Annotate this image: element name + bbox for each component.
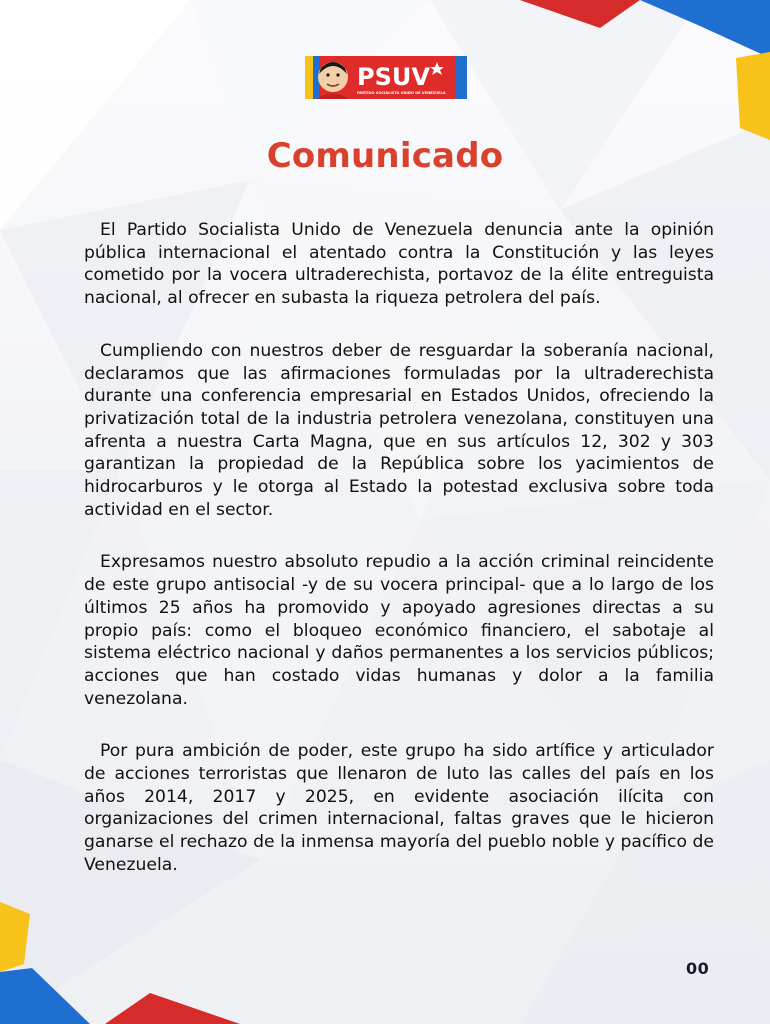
communique-body xyxy=(84,219,714,907)
paragraph: Expresamos nuestro absoluto repudio a la acción criminal reincidente de este grupo antisocial -y de su vocera principal- que a lo largo de los últimos 25 años ha promovido y apoyado agresiones directas a su propio país: como el bloqueo económico financiero, el sabotaje al sistema eléctrico nacional y daños permanentes a los servicios públicos; acciones que han costado vidas humanas y dolor a la familia venezolana. xyxy=(84,552,714,709)
logo-tagline: PARTIDO SOCIALISTA UNIDO DE VENEZUELA xyxy=(357,91,446,95)
page-title: Comunicado xyxy=(266,136,504,176)
paragraph: Cumpliendo con nuestros deber de resguardar la soberanía nacional, declaramos que las afirmaciones formuladas por la ultraderechista durante una conferencia empresarial en Estados Unidos, ofreciendo la privatización total de la industria petrolera venezolana, constituyen una afrenta a nuestra Carta Magna, que en sus artículos 12, 302 y 303 garantizan la propiedad de la República sobre los yacimientos de hidrocarburos y le otorga al Estado la potestad exclusiva sobre toda actividad en el sector. xyxy=(84,340,714,520)
psuv-logo xyxy=(305,56,467,99)
corner-yellow-stripe xyxy=(736,52,770,140)
logo-brand: PSUV xyxy=(357,63,430,91)
paragraph: Por pura ambición de poder, este grupo ha sido artífice y articulador de acciones terroristas que llenaron de luto las calles del país en los años 2014, 2017 y 2025, en evidente asociación ilícita con organizaciones del crimen internacional, faltas graves que le hicieron ganarse el rechazo de la inmensa mayoría del pueblo noble y pacífico de Venezuela. xyxy=(84,741,714,875)
page-number: 00 xyxy=(686,959,710,978)
corner-red-stripe-bottom xyxy=(105,993,240,1024)
paragraph: El Partido Socialista Unido de Venezuela denuncia ante la opinión pública internacional el atentado contra la Constitución y las leyes cometido por la vocera ultraderechista, portavoz de la élite entreguista nacional, al ofrecer en subasta la riqueza petrolera del país. xyxy=(84,220,714,309)
